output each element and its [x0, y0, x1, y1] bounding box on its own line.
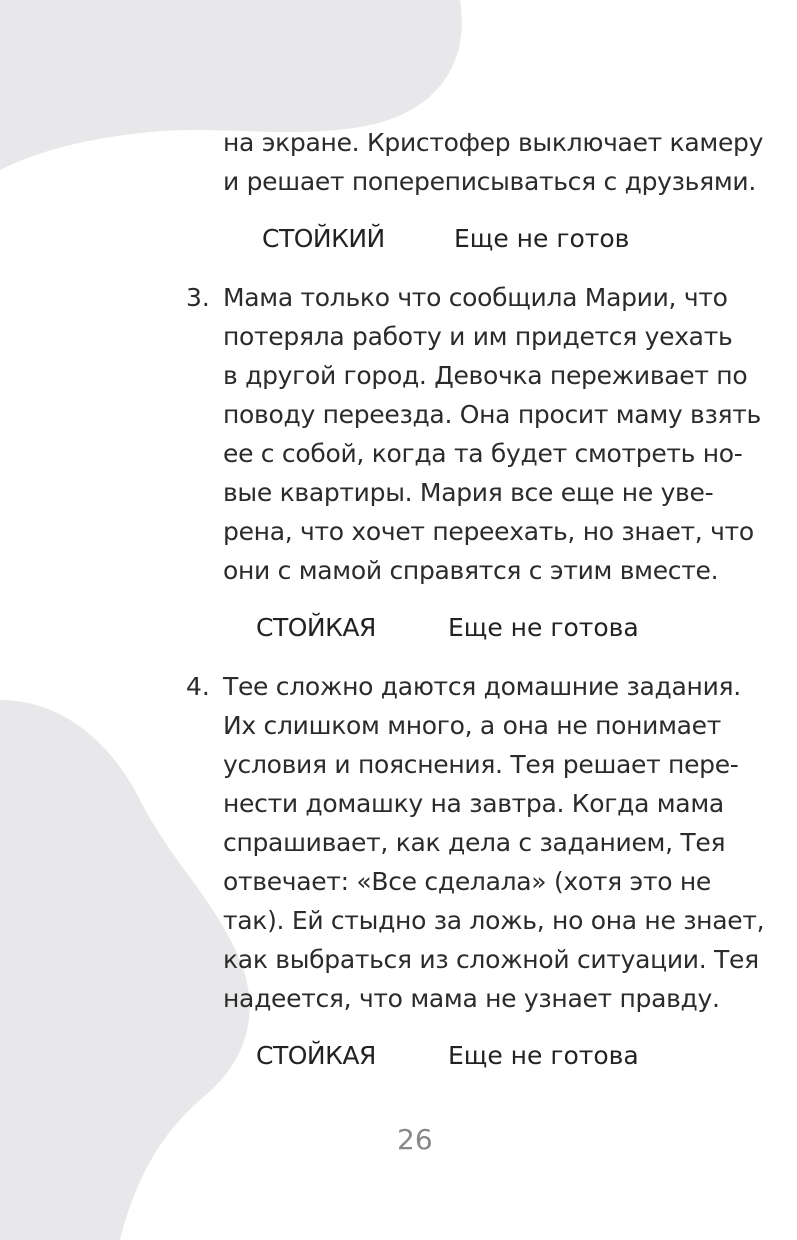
- text-line: ее с собой, когда та будет смотреть но-: [223, 439, 743, 468]
- bottom-left-blob: [0, 700, 250, 1240]
- text-line: потеряла работу и им придется уехать: [223, 322, 733, 351]
- text-line: поводу переезда. Она просит маму взять: [223, 400, 761, 429]
- choice-not-ready[interactable]: Еще не готова: [448, 1041, 639, 1070]
- text-line: так). Ей стыдно за ложь, но она не знает,: [223, 906, 765, 935]
- text-line: нести домашку на завтра. Когда мама: [223, 789, 724, 818]
- page-number: 26: [397, 1123, 433, 1156]
- choice-not-ready[interactable]: Еще не готова: [448, 613, 639, 642]
- text-line: на экране. Кристофер выключает камеру: [223, 128, 764, 157]
- text-line: условия и пояснения. Тея решает пере-: [223, 750, 739, 779]
- choice-strong[interactable]: СТОЙКАЯ: [256, 1041, 376, 1070]
- item-number: 4.: [186, 672, 210, 701]
- text-line: они с мамой справятся с этим вместе.: [223, 556, 719, 585]
- text-line: Их слишком много, а она не понимает: [223, 711, 722, 740]
- item-number: 3.: [186, 283, 210, 312]
- text-line: в другой город. Девочка переживает по: [223, 361, 748, 390]
- choice-strong[interactable]: СТОЙКИЙ: [262, 224, 385, 253]
- text-line: и решает попереписываться с друзьями.: [223, 167, 756, 196]
- text-line: рена, что хочет переехать, но знает, что: [223, 517, 754, 546]
- text-line: Мама только что сообщила Марии, что: [223, 283, 728, 312]
- text-line: Тее сложно даются домашние задания.: [223, 672, 741, 701]
- text-line: надеется, что мама не узнает правду.: [223, 984, 720, 1013]
- text-line: отвечает: «Все сделала» (хотя это не: [223, 867, 711, 896]
- choice-strong[interactable]: СТОЙКАЯ: [256, 613, 376, 642]
- text-line: как выбраться из сложной ситуации. Тея: [223, 945, 759, 974]
- choice-not-ready[interactable]: Еще не готов: [454, 224, 630, 253]
- text-line: спрашивает, как дела с заданием, Тея: [223, 828, 726, 857]
- text-line: вые квартиры. Мария все еще не уве-: [223, 478, 714, 507]
